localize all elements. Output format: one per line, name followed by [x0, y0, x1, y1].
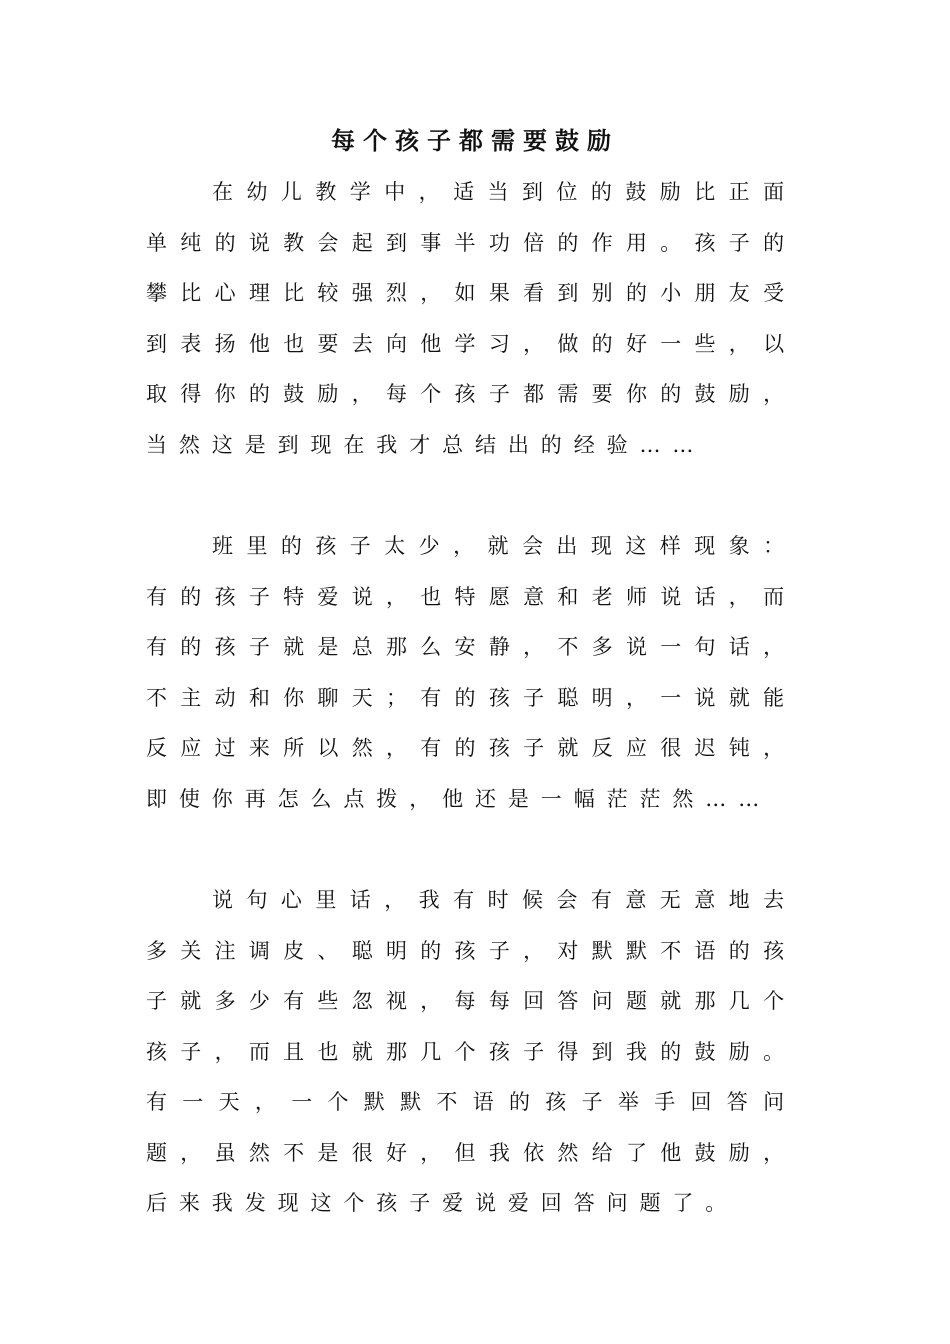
- paragraph-1: 在幼儿教学中，适当到位的鼓励比正面单纯的说教会起到事半功倍的作用。孩子的攀比心理比较强烈，如果看到别的小朋友受到表扬他也要去向他学习，做的好一些，以取得你的鼓励，每个孩子都需要你的鼓励，当然这是到现在我才总结出的经验……: [146, 180, 796, 457]
- document-title: 每个孩子都需要鼓励: [331, 126, 619, 155]
- paragraph-3: 说句心里话，我有时候会有意无意地去多关注调皮、聪明的孩子，对默默不语的孩子就多少有些忽视，每每回答问题就那几个孩子，而且也就那几个孩子得到我的鼓励。有一天，一个默默不语的孩子举手回答问题，虽然不是很好，但我依然给了他鼓励，后来我发现这个孩子爱说爱回答问题了。: [146, 888, 796, 1215]
- paragraph-2: 班里的孩子太少，就会出现这样现象：有的孩子特爱说，也特愿意和老师说话，而有的孩子就是总那么安静，不多说一句话，不主动和你聊天；有的孩子聪明，一说就能反应过来所以然，有的孩子就反应很迟钝，即使你再怎么点拨，他还是一幅茫茫然……: [146, 534, 796, 811]
